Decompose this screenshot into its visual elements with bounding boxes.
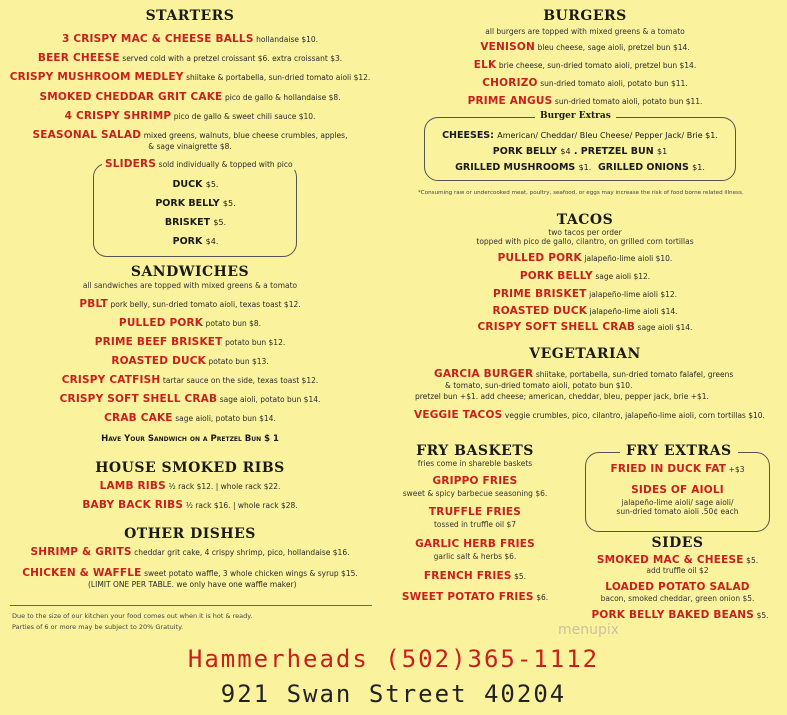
tacos-subtitle: two tacos per order [548, 228, 622, 237]
menu-item: ELK brie cheese, sun-dried tomato aioli, pretzel bun $14. [473, 59, 697, 71]
burger-extras-heading: Burger Extras [535, 111, 616, 121]
other-dishes-heading: OTHER DISHES [124, 526, 256, 542]
menu-item: CRISPY SOFT SHELL CRAB sage aioli, potato bun $14. [59, 393, 321, 405]
menu-item: ROASTED DUCK jalapeño-lime aioli $14. [492, 305, 678, 317]
menu-item: ROASTED DUCK potato bun $13. [111, 355, 269, 367]
divider [10, 605, 372, 606]
menu-item-desc: sun-dried tomato aioli .50¢ each [616, 507, 739, 516]
menu-item: LAMB RIBS ½ rack $12. | whole rack $22. [99, 480, 281, 492]
consume-warning: *Consuming raw or undercooked meat, poultry, seafood, or eggs may increase the risk of food borne related illness. [418, 190, 744, 196]
burgers-heading: BURGERS [543, 8, 627, 24]
menu-item: PRIME BRISKET jalapeño-lime aioli $12. [492, 288, 678, 300]
slider-item: BRISKET $5. [164, 217, 227, 228]
restaurant-address: 921 Swan Street 40204 [220, 680, 567, 708]
menu-item: PORK BELLY sage aioli $12. [519, 270, 651, 282]
menu-item: SEASONAL SALAD mixed greens, walnuts, blue cheese crumbles, apples, [32, 129, 348, 141]
menu-item: SHRIMP & GRITS cheddar grit cake, 4 crispy shrimp, pico, hollandaise $16. [30, 546, 350, 558]
menu-item: PRIME BEEF BRISKET potato bun $12. [94, 336, 286, 348]
ribs-heading: HOUSE SMOKED RIBS [95, 460, 285, 476]
slider-item: PORK $4. [172, 236, 219, 247]
menu-item-desc: bacon, smoked cheddar, green onion $5. [600, 594, 755, 603]
menu-item-desc: tossed in truffle oil $7 [433, 520, 517, 529]
menu-item-desc: add truffle oil $2 [646, 566, 709, 575]
menu-item-continued: & tomato, sun-dried tomato aioli, potato bun $10. [445, 381, 633, 390]
waffle-note: (LIMIT ONE PER TABLE. we only have one waffle maker) [88, 580, 297, 589]
menu-item: PBLT pork belly, sun-dried tomato aioli, texas toast $12. [79, 298, 301, 310]
menu-item-desc: sweet & spicy barbecue seasoning $6. [402, 489, 548, 498]
fry-baskets-subtitle: fries come in shareble baskets [417, 459, 533, 468]
slider-item: DUCK $5. [172, 179, 219, 190]
sliders-heading: SLIDERS sold individually & topped with pico [102, 159, 296, 170]
menu-item: PORK BELLY BAKED BEANS $5. [591, 609, 769, 621]
menu-item: SMOKED CHEDDAR GRIT CAKE pico de gallo & hollandaise $8. [39, 91, 341, 103]
sandwiches-subtitle: all sandwiches are topped with mixed greens & a tomato [82, 281, 298, 290]
menu-item-continued: & sage vinaigrette $8. [148, 142, 232, 151]
menu-item-desc: garlic salt & herbs $6. [433, 552, 517, 561]
grilled-extras: GRILLED MUSHROOMS $1. GRILLED ONIONS $1. [455, 162, 705, 173]
menu-item: CHORIZO sun-dried tomato aioli, potato bun $11. [482, 77, 688, 89]
vegetarian-heading: VEGETARIAN [529, 346, 641, 362]
tacos-heading: TACOS [556, 212, 614, 228]
cheeses-extra: CHEESES: American/ Cheddar/ Bleu Cheese/ Pepper Jack/ Brie $1. [442, 130, 718, 141]
menu-item: LOADED POTATO SALAD [605, 581, 750, 593]
tacos-subtitle-2: topped with pico de gallo, cilantro, on grilled corn tortillas [476, 237, 694, 246]
gratuity-note: Parties of 6 or more may be subject to 20% Gratuity. [12, 623, 184, 631]
burgers-subtitle: all burgers are topped with mixed greens & a tomato [485, 27, 685, 36]
menu-item: PRIME ANGUS sun-dried tomato aioli, potato bun $11. [467, 95, 703, 107]
menu-item: GRIPPO FRIES [432, 475, 518, 487]
menu-item: FRENCH FRIES $5. [423, 570, 527, 582]
menu-item: CHICKEN & WAFFLE sweet potato waffle, 3 whole chicken wings & syrup $15. [22, 567, 358, 579]
slider-item: PORK BELLY $5. [155, 198, 236, 209]
pork-pretzel-extra: PORK BELLY $4 . PRETZEL BUN $1 [492, 146, 668, 157]
menu-item: CRAB CAKE sage aioli, potato bun $14. [104, 412, 276, 424]
menu-item: SMOKED MAC & CHEESE $5. [596, 554, 759, 566]
menu-item: CRISPY MUSHROOM MEDLEY shiitake & portabella, sun-dried tomato aioli $12. [9, 71, 371, 83]
starters-heading: STARTERS [145, 8, 235, 24]
sandwiches-heading: SANDWICHES [130, 264, 250, 280]
pretzel-bun-note: Have Your Sandwich on a Pretzel Bun $ 1 [101, 434, 279, 444]
menu-item: 3 CRISPY MAC & CHEESE BALLS hollandaise $10. [61, 33, 319, 45]
menu-item: BEER CHEESE served cold with a pretzel croissant $6. extra croissant $3. [37, 52, 343, 64]
menu-item: SIDES OF AIOLI [631, 484, 724, 496]
menu-item: VENISON bleu cheese, sage aioli, pretzel bun $14. [480, 41, 690, 53]
menu-item: CRISPY CATFISH tartar sauce on the side, texas toast $12. [61, 374, 319, 386]
watermark: menupix [558, 622, 620, 638]
menu-item: CRISPY SOFT SHELL CRAB sage aioli $14. [477, 321, 693, 333]
fry-extras-heading: FRY EXTRAS [620, 443, 738, 459]
menu-item-continued: pretzel bun +$1. add cheese; american, cheddar, bleu, pepper jack, brie +$1. [415, 392, 709, 401]
menu-item: PULLED PORK potato bun $8. [118, 317, 262, 329]
kitchen-note: Due to the size of our kitchen your food comes out when it is hot & ready. [12, 612, 253, 620]
restaurant-phone: Hammerheads (502)365-1112 [187, 645, 600, 673]
menu-item-desc: jalapeño-lime aioli/ sage aioli/ [621, 498, 734, 507]
fry-baskets-heading: FRY BASKETS [416, 443, 534, 459]
menu-item: 4 CRISPY SHRIMP pico de gallo & sweet chili sauce $10. [64, 110, 316, 122]
menu-item: GARCIA BURGER shiitake, portabella, sun-dried tomato falafel, greens [434, 368, 734, 380]
menu-item: BABY BACK RIBS ½ rack $16. | whole rack $28. [82, 499, 298, 511]
menu-item: FRIED IN DUCK FAT +$3 [610, 463, 745, 475]
sides-heading: SIDES [651, 535, 704, 551]
menu-item: VEGGIE TACOS veggie crumbles, pico, cilantro, jalapeño-lime aioli, corn tortillas $10. [414, 409, 765, 421]
menu-item: PULLED PORK jalapeño-lime aioli $10. [497, 252, 673, 264]
menu-item: TRUFFLE FRIES [428, 506, 522, 518]
menu-item: GARLIC HERB FRIES [415, 538, 535, 550]
menu-item: SWEET POTATO FRIES $6. [401, 591, 549, 603]
